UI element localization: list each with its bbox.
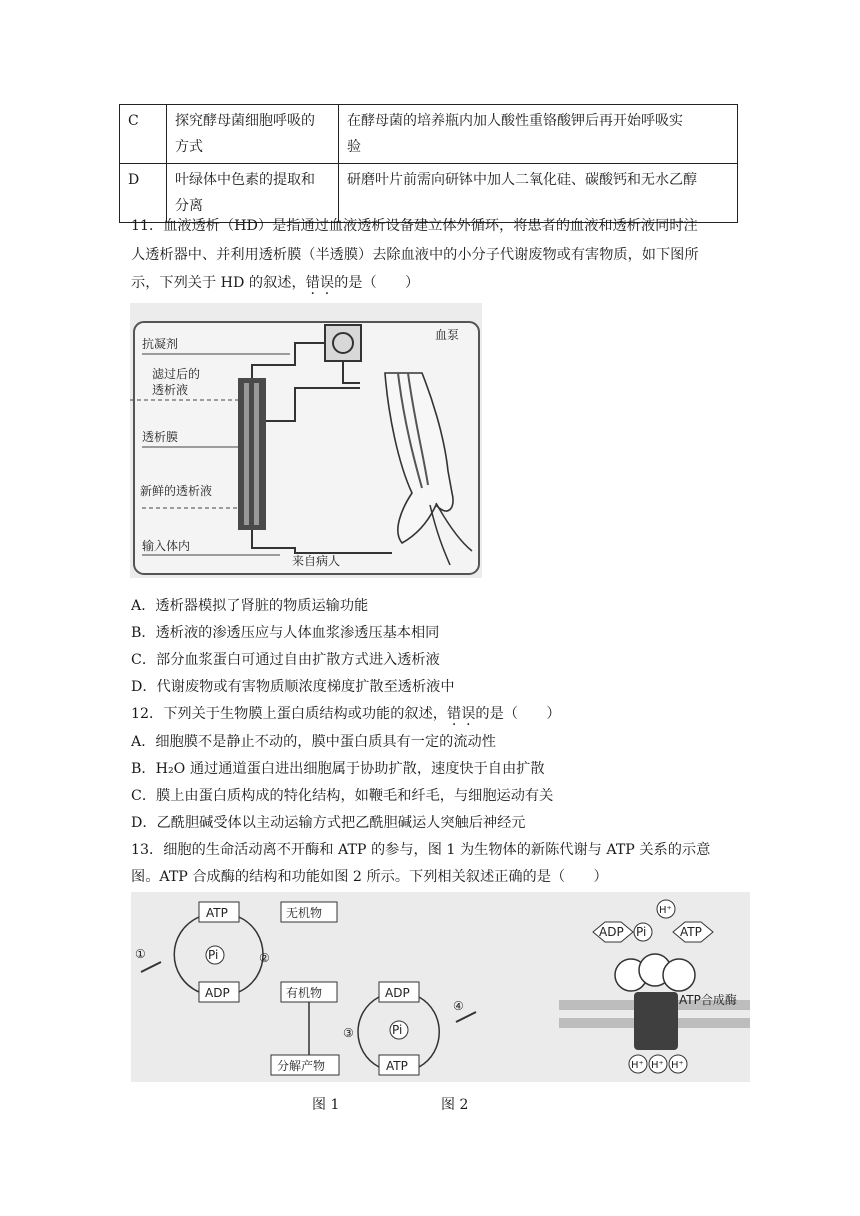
q11-stem-text: 的是（ ） xyxy=(334,275,420,291)
q11-option-a: A．透析器模拟了肾脏的物质运输功能 xyxy=(131,598,369,614)
fig1-num-1: ① xyxy=(135,947,146,961)
emphasis-char: 误 xyxy=(319,275,335,291)
q11-stem-line: 11．血液透析（HD）是指通过血液透析设备建立体外循环，将患者的血液和透析液同时注 xyxy=(131,218,698,234)
dialyzer-tube xyxy=(244,383,249,525)
label-filtered: 滤过后的 xyxy=(152,367,201,381)
atp-synthase-stalk xyxy=(634,992,678,1050)
row-topic xyxy=(167,105,339,164)
q13-stem-line: 图。ATP 合成酶的结构和功能如图 2 所示。下列相关叙述正确的是（ ） xyxy=(131,869,608,885)
fig2-h-bottom-label: H⁺ xyxy=(631,1060,644,1071)
fig1-inorganic-label: 无机物 xyxy=(286,906,323,920)
row-topic-line: 方式 xyxy=(175,139,203,155)
dialyzer-tube xyxy=(254,383,259,525)
q12-option-a: A．细胞膜不是静止不动的，膜中蛋白质具有一定的流动性 xyxy=(131,734,496,750)
q12-option-b: B．H₂O 通过通道蛋白进出细胞属于协助扩散，速度快于自由扩散 xyxy=(131,761,545,777)
dialysis-figure xyxy=(130,303,482,578)
fig1-adp-label: ADP xyxy=(205,986,230,1000)
fig2-pi-label: Pi xyxy=(636,925,647,939)
fig1-num-3: ③ xyxy=(343,1026,354,1040)
fig1-num-2: ② xyxy=(259,951,270,965)
fig1-pi-label: Pi xyxy=(208,948,219,962)
label-filtered: 透析液 xyxy=(152,383,189,397)
fig1-organic-label: 有机物 xyxy=(286,986,323,1000)
fig2-adp-label: ADP xyxy=(599,925,624,939)
q11-stem-text: 示，下列关于 HD 的叙述， xyxy=(131,275,306,291)
q11-stem-line xyxy=(131,272,419,292)
q11-option-d: D．代谢废物或有害物质顺浓度梯度扩散至透析液中 xyxy=(131,679,455,695)
fig2-h-bottom-label: H⁺ xyxy=(671,1060,684,1071)
emphasis-char: 错 xyxy=(447,706,462,722)
q12-option-c: C．膜上由蛋白质构成的特化结构，如鞭毛和纤毛，与细胞运动有关 xyxy=(131,788,554,804)
q12-stem-text: 的是（ ） xyxy=(475,706,561,722)
fig1-num-4: ④ xyxy=(453,999,464,1013)
fig1-adp2-label: ADP xyxy=(385,986,410,1000)
row-letter: D xyxy=(120,164,167,223)
figure-2-caption: 图 2 xyxy=(441,1097,469,1113)
row-content-line: 验 xyxy=(347,139,361,155)
label-from-patient: 来自病人 xyxy=(292,554,341,568)
row-topic-line: 探究酵母菌细胞呼吸的 xyxy=(175,113,315,129)
q11-option-c: C．部分血浆蛋白可通过自由扩散方式进入透析液 xyxy=(131,652,440,668)
fig2-h-top-label: H⁺ xyxy=(659,905,672,916)
q12-stem xyxy=(131,703,561,723)
row-content-line: 在酵母菌的培养瓶内加人酸性重铬酸钾后再开始呼吸实 xyxy=(347,113,683,129)
atp-synthase-head xyxy=(663,959,695,991)
fig1-pi2-label: Pi xyxy=(392,1023,403,1037)
row-letter: C xyxy=(120,105,167,164)
q12-stem-text: 12．下列关于生物膜上蛋白质结构或功能的叙述， xyxy=(131,706,447,722)
q11-option-b: B．透析液的渗透压应与人体血浆渗透压基本相同 xyxy=(131,625,440,641)
emphasis-char: 错 xyxy=(305,275,320,291)
fig2-atp-label: ATP xyxy=(680,925,702,939)
row-content xyxy=(339,164,738,223)
q11-stem-line: 人透析器中、并利用透析膜（半透膜）去除血液中的小分子代谢废物或有害物质，如下图所 xyxy=(131,247,699,263)
fig1-products-label: 分解产物 xyxy=(277,1059,326,1073)
row-topic xyxy=(167,164,339,223)
q12-option-d: D．乙酰胆碱受体以主动运输方式把乙酰胆碱运人突触后神经元 xyxy=(131,815,526,831)
row-content-line: 研磨叶片前需向研钵中加人二氧化硅、碳酸钙和无水乙醇 xyxy=(347,172,697,188)
label-membrane: 透析膜 xyxy=(142,430,179,444)
row-topic-line: 分离 xyxy=(175,198,203,214)
label-to-body: 输入体内 xyxy=(142,539,191,553)
figure-1-caption: 图 1 xyxy=(312,1097,340,1113)
label-fresh: 新鲜的透析液 xyxy=(140,484,213,498)
table-row xyxy=(120,105,738,164)
row-content xyxy=(339,105,738,164)
atp-figures xyxy=(131,892,750,1082)
dialyzer xyxy=(238,378,266,530)
label-anticoagulant: 抗凝剂 xyxy=(142,337,179,351)
label-pump: 血泵 xyxy=(435,328,460,342)
fig2-h-bottom-label: H⁺ xyxy=(651,1060,664,1071)
fig1-atp2-label: ATP xyxy=(386,1059,408,1073)
q13-stem-line: 13．细胞的生命活动离不开酶和 ATP 的参与，图 1 为生物体的新陈代谢与 ATP 关系的示意 xyxy=(131,842,711,858)
fig1-atp-label: ATP xyxy=(206,906,228,920)
fig2-enzyme-label: ATP合成酶 xyxy=(679,993,737,1007)
options-table xyxy=(119,104,738,223)
row-topic-line: 叶绿体中色素的提取和 xyxy=(175,172,315,188)
blood-pump xyxy=(325,325,361,361)
table-row xyxy=(120,164,738,223)
emphasis-char: 误 xyxy=(461,706,476,722)
